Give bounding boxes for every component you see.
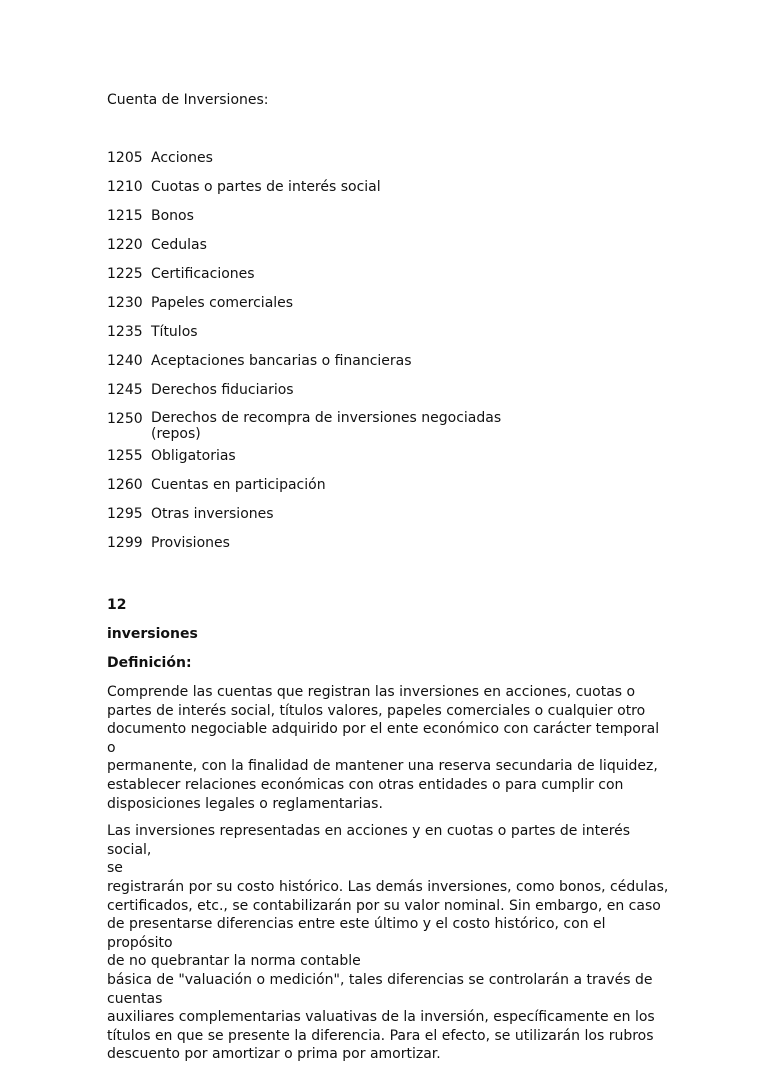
account-name: Acciones [151, 150, 213, 166]
account-name: Otras inversiones [151, 506, 274, 522]
account-code: 1295 [107, 506, 143, 522]
definition-heading: Definición: [107, 655, 192, 671]
account-row [107, 505, 511, 523]
account-name: Títulos [151, 324, 198, 340]
account-row [107, 323, 511, 341]
account-row [107, 265, 511, 283]
account-row [107, 352, 511, 370]
paragraph: Comprende las cuentas que registran las inversiones en acciones, cuotas o partes de interés social, títulos valores, papeles comerciales o cualquier otro documento negociable adquirido por el ente económico con carácter temporal o permanente, con la finalidad de mantener una reserva secundaria de liquidez, establecer relaciones económicas con otras entidades o para cumplir con disposiciones legales o reglamentarias. [107, 684, 660, 812]
account-code: 1220 [107, 237, 143, 253]
account-code: 1245 [107, 382, 143, 398]
account-row [107, 207, 511, 225]
definition-section [107, 596, 672, 1073]
account-name: Papeles comerciales [151, 295, 294, 311]
account-code: 1215 [107, 208, 143, 224]
paragraph: Las inversiones representadas en acciones y en cuotas o partes de interés social, se registrarán por su costo histórico. Las demás inversiones, como bonos, cédulas, certificados, etc., se contabilizarán por su valor nominal. Sin embargo, en caso de presentarse diferencias entre este último y el costo histórico, con el propósito de no quebrantar la norma contable básica de "valuación o medición", tales diferencias se controlarán a través de cuentas auxiliares complementarias valuativas de la inversión, específicamente en los títulos en que se presente la diferencia. Para el efecto, se utilizarán los rubros descuento por amortizar o prima por amortizar. [107, 823, 669, 1063]
account-row [107, 294, 511, 312]
section-number: 12 [107, 597, 127, 613]
account-name: Cuotas o partes de interés social [151, 179, 381, 195]
account-name: Cuentas en participación [151, 477, 326, 493]
account-row [107, 236, 511, 254]
account-row [107, 410, 511, 442]
account-code: 1235 [107, 324, 143, 340]
account-row [107, 534, 511, 552]
account-code: 1230 [107, 295, 143, 311]
account-code: 1240 [107, 353, 143, 369]
account-row [107, 178, 511, 196]
account-code: 1225 [107, 266, 143, 282]
account-code: 1205 [107, 150, 143, 166]
document-title: Cuenta de Inversiones: [107, 92, 269, 108]
section-name: inversiones [107, 626, 198, 642]
account-code: 1299 [107, 535, 143, 551]
account-row [107, 476, 511, 494]
account-name: Cedulas [151, 237, 207, 253]
account-row [107, 381, 511, 399]
account-code: 1210 [107, 179, 143, 195]
account-name: Bonos [151, 208, 194, 224]
account-code: 1260 [107, 477, 143, 493]
account-name: Certificaciones [151, 266, 255, 282]
account-row [107, 149, 511, 167]
account-row [107, 447, 511, 465]
account-list [107, 149, 511, 563]
account-code: 1250 [107, 411, 143, 427]
account-name: Provisiones [151, 535, 230, 551]
account-name: Aceptaciones bancarias o financieras [151, 353, 412, 369]
account-code: 1255 [107, 448, 143, 464]
account-name: Derechos fiduciarios [151, 382, 294, 398]
account-name: Derechos de recompra de inversiones negociadas (repos) [151, 410, 502, 442]
account-name: Obligatorias [151, 448, 236, 464]
